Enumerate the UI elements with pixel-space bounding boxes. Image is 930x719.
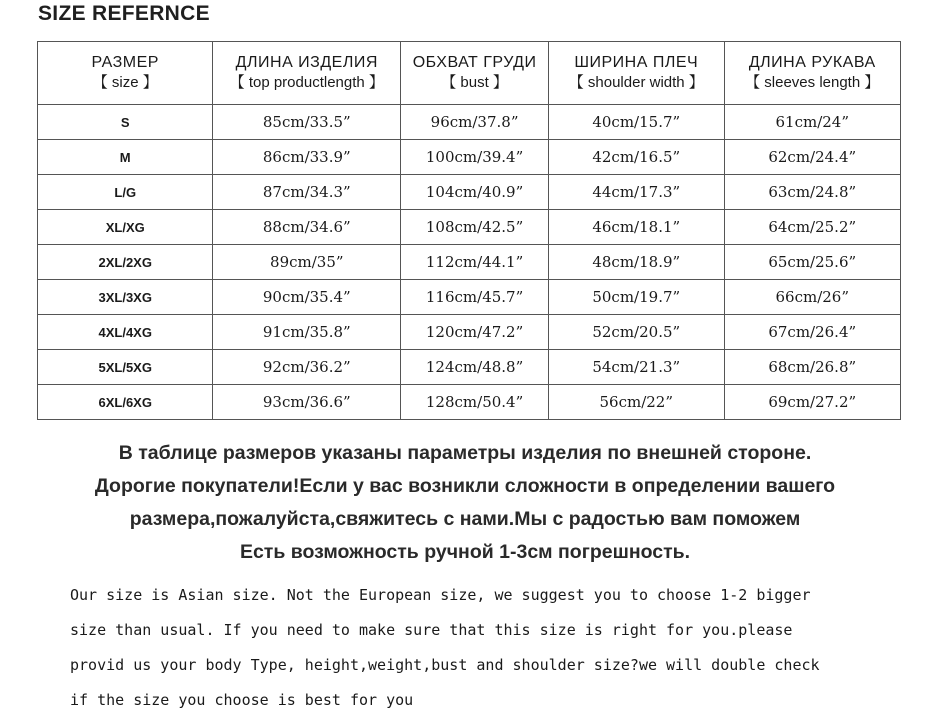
table-row [38, 280, 901, 315]
cell-length: 89cm/35” [213, 245, 401, 280]
cell-size: 3XL/3XG [38, 280, 213, 315]
cell-bust: 96cm/37.8” [401, 105, 549, 140]
table-row [38, 385, 901, 420]
cell-bust: 112cm/44.1” [401, 245, 549, 280]
russian-note-line: В таблице размеров указаны параметры изделия по внешней стороне. [118, 442, 812, 464]
header-length: ДЛИНА ИЗДЕЛИЯ 【 top productlength 】 [213, 42, 401, 105]
cell-sleeves: 63cm/24.8” [724, 175, 901, 210]
cell-bust: 104cm/40.9” [401, 175, 549, 210]
size-table [37, 41, 901, 420]
cell-sleeves: 68cm/26.8” [724, 350, 901, 385]
page-title: SIZE REFERNCE [38, 2, 210, 25]
english-notes [70, 578, 920, 718]
cell-shoulder: 52cm/20.5” [549, 315, 724, 350]
cell-size: L/G [38, 175, 213, 210]
cell-shoulder: 40cm/15.7” [549, 105, 724, 140]
russian-note-line: Есть возможность ручной 1-3см погрешность. [239, 541, 691, 563]
cell-size: M [38, 140, 213, 175]
cell-size: 6XL/6XG [38, 385, 213, 420]
cell-shoulder: 48cm/18.9” [549, 245, 724, 280]
cell-length: 91cm/35.8” [213, 315, 401, 350]
cell-sleeves: 66cm/26” [724, 280, 901, 315]
cell-length: 85cm/33.5” [213, 105, 401, 140]
cell-bust: 120cm/47.2” [401, 315, 549, 350]
russian-note-line: Дорогие покупатели!Если у вас возникли сложности в определении вашего [94, 475, 836, 497]
cell-size: S [38, 105, 213, 140]
cell-shoulder: 44cm/17.3” [549, 175, 724, 210]
cell-size: 5XL/5XG [38, 350, 213, 385]
cell-sleeves: 61cm/24” [724, 105, 901, 140]
cell-shoulder: 54cm/21.3” [549, 350, 724, 385]
english-note-line: size than usual. If you need to make sure that this size is right for you.please [70, 621, 793, 639]
cell-size: 4XL/4XG [38, 315, 213, 350]
cell-bust: 108cm/42.5” [401, 210, 549, 245]
cell-length: 87cm/34.3” [213, 175, 401, 210]
table-row [38, 140, 901, 175]
table-row [38, 105, 901, 140]
header-bust: ОБХВАТ ГРУДИ 【 bust 】 [401, 42, 549, 105]
cell-bust: 100cm/39.4” [401, 140, 549, 175]
table-row [38, 315, 901, 350]
cell-sleeves: 69cm/27.2” [724, 385, 901, 420]
cell-sleeves: 65cm/25.6” [724, 245, 901, 280]
russian-note-line: размера,пожалуйста,свяжитесь с нами.Мы с радостью вам поможем [129, 508, 801, 530]
cell-sleeves: 67cm/26.4” [724, 315, 901, 350]
header-size: РАЗМЕР 【 size 】 [38, 42, 213, 105]
table-row [38, 175, 901, 210]
cell-length: 86cm/33.9” [213, 140, 401, 175]
cell-sleeves: 64cm/25.2” [724, 210, 901, 245]
table-row [38, 210, 901, 245]
cell-bust: 116cm/45.7” [401, 280, 549, 315]
cell-length: 88cm/34.6” [213, 210, 401, 245]
english-note-line: Our size is Asian size. Not the European size, we suggest you to choose 1-2 bigger [70, 586, 811, 604]
cell-shoulder: 56cm/22” [549, 385, 724, 420]
cell-length: 90cm/35.4” [213, 280, 401, 315]
header-shoulder: ШИРИНА ПЛЕЧ 【 shoulder width 】 [549, 42, 724, 105]
cell-size: 2XL/2XG [38, 245, 213, 280]
cell-shoulder: 50cm/19.7” [549, 280, 724, 315]
table-header-row [38, 42, 901, 105]
cell-shoulder: 46cm/18.1” [549, 210, 724, 245]
cell-shoulder: 42cm/16.5” [549, 140, 724, 175]
english-note-line: if the size you choose is best for you [70, 691, 414, 709]
cell-length: 92cm/36.2” [213, 350, 401, 385]
russian-notes [0, 437, 930, 569]
table-row [38, 350, 901, 385]
cell-sleeves: 62cm/24.4” [724, 140, 901, 175]
english-note-line: provid us your body Type, height,weight,bust and shoulder size?we will double check [70, 656, 820, 674]
header-sleeves: ДЛИНА РУКАВА 【 sleeves length 】 [724, 42, 901, 105]
table-row [38, 245, 901, 280]
cell-length: 93cm/36.6” [213, 385, 401, 420]
cell-size: XL/XG [38, 210, 213, 245]
cell-bust: 128cm/50.4” [401, 385, 549, 420]
cell-bust: 124cm/48.8” [401, 350, 549, 385]
